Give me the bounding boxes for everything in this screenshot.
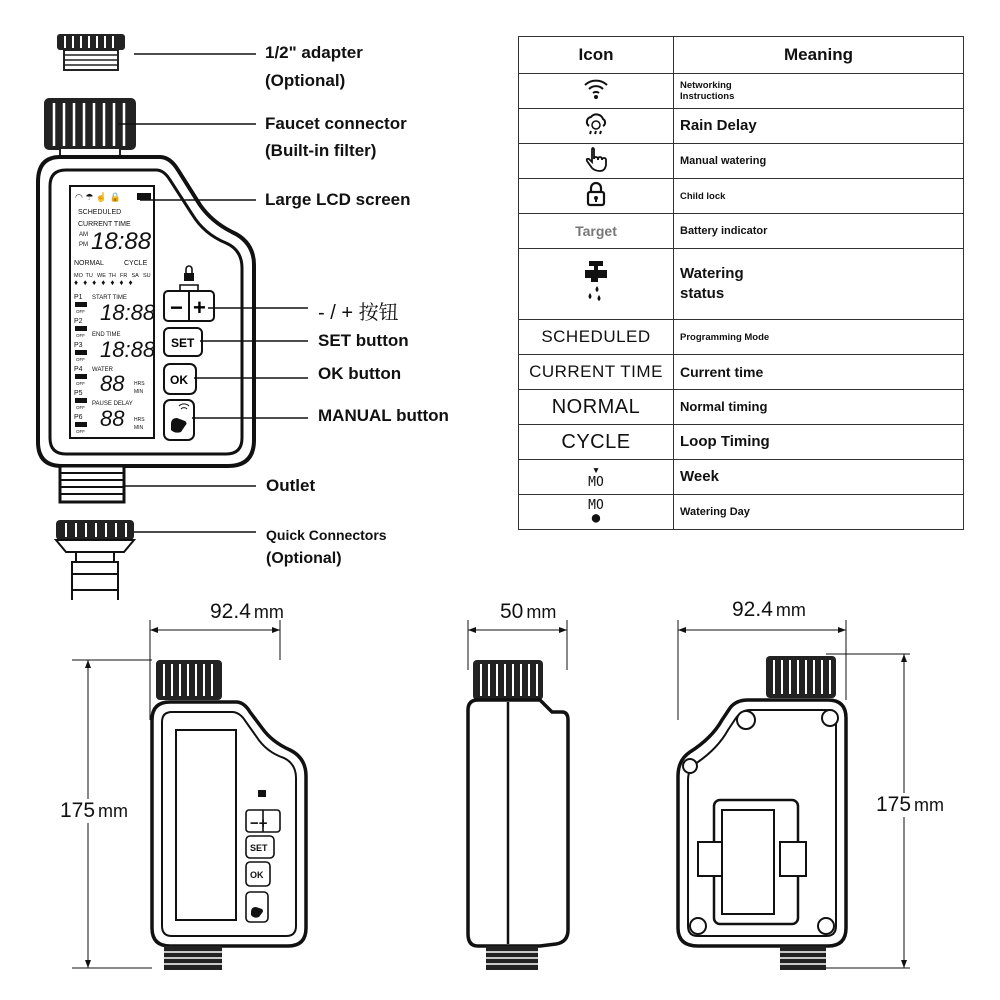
- front-view-set-label: SET: [250, 843, 268, 853]
- back-width-unit: mm: [775, 600, 806, 620]
- rain-delay-icon: [583, 112, 609, 136]
- legend-meaning-cell: [674, 179, 964, 214]
- callout-set: SET button: [318, 331, 409, 350]
- legend-row: [519, 320, 964, 355]
- callout-quick: [266, 523, 387, 571]
- callout-quick-line1: Quick Connectors: [266, 527, 387, 543]
- legend-row: [519, 144, 964, 179]
- legend-header-icon: Icon: [519, 37, 674, 74]
- side-width-dimension: [500, 600, 556, 624]
- faucet-icon: [581, 259, 611, 305]
- icon-legend-table: [518, 36, 964, 530]
- lcd-pm: PM: [79, 242, 88, 248]
- dimension-views-diagram: [0, 590, 1000, 1000]
- lcd-on-marker: [75, 422, 87, 427]
- svg-text:−+: −+: [250, 815, 268, 832]
- callout-outlet: Outlet: [266, 476, 316, 495]
- legend-meaning-line: Current time: [680, 364, 764, 380]
- callout-faucet: [265, 110, 407, 164]
- quick-connector-part: [56, 520, 134, 600]
- lcd-on-marker: [75, 326, 87, 331]
- lcd-water-digits: 88: [100, 371, 125, 396]
- front-height-dimension: [58, 799, 130, 823]
- lcd-start-time: START TIME: [92, 295, 127, 301]
- front-view: [152, 660, 306, 970]
- back-height-unit: mm: [914, 795, 945, 815]
- device-front-diagram: [0, 0, 500, 600]
- callout-quick-line2: (Optional): [266, 550, 342, 567]
- back-height-value: 175: [876, 793, 912, 816]
- set-button-label: SET: [171, 336, 195, 350]
- lcd-off-label: OFF: [76, 381, 85, 386]
- side-width-unit: mm: [526, 602, 557, 622]
- back-width-value: 92.4: [732, 598, 773, 621]
- lcd-min-1: MIN: [134, 389, 144, 395]
- lcd-day-label: WE: [97, 273, 106, 279]
- lcd-program-label: P4: [74, 366, 83, 373]
- lcd-normal: NORMAL: [74, 260, 104, 267]
- legend-meaning-line: status: [680, 285, 725, 302]
- legend-meaning-cell: [674, 214, 964, 249]
- hand-icon: [583, 146, 609, 172]
- lcd-off-label: OFF: [76, 309, 85, 314]
- svg-text:◠ ☂ ☝ 🔒: ◠ ☂ ☝ 🔒: [75, 192, 121, 202]
- ok-button-label: OK: [170, 373, 188, 387]
- legend-meaning-cell: [674, 74, 964, 109]
- lcd-program-label: P1: [74, 294, 83, 301]
- legend-meaning-cell: [674, 355, 964, 390]
- lcd-clock: 18:88: [91, 228, 152, 255]
- watering-day-mo-text: MO: [588, 498, 604, 513]
- legend-meaning-line: Networking: [680, 80, 732, 91]
- legend-meaning-cell: [674, 109, 964, 144]
- back-width-dimension: [732, 598, 806, 622]
- callout-plus-minus: - / + 按钮: [318, 302, 399, 324]
- week-marker-icon: ▾: [592, 463, 600, 478]
- lcd-off-label: OFF: [76, 405, 85, 410]
- wifi-icon: [583, 77, 609, 101]
- callout-lcd: Large LCD screen: [265, 190, 411, 209]
- lcd-cycle: CYCLE: [124, 260, 148, 267]
- lcd-end-clock: 18:88: [100, 337, 156, 362]
- legend-row: [519, 74, 964, 109]
- lcd-water: WATER: [92, 367, 113, 373]
- plus-label: +: [193, 295, 206, 320]
- legend-icon-cell: [519, 74, 674, 109]
- lcd-off-label: OFF: [76, 333, 85, 338]
- legend-row: [519, 249, 964, 320]
- lcd-day-label: TH: [108, 273, 116, 279]
- legend-row: [519, 109, 964, 144]
- lcd-hrs-2: HRS: [134, 417, 145, 423]
- legend-meaning-line: Week: [680, 468, 719, 485]
- back-height-dimension: [874, 793, 946, 817]
- front-height-unit: mm: [98, 801, 129, 821]
- lcd-program-label: P6: [74, 414, 83, 421]
- lcd-hrs-1: HRS: [134, 381, 145, 387]
- legend-icon-cell: [519, 249, 674, 320]
- legend-meaning-cell: [674, 144, 964, 179]
- lcd-current-time: CURRENT TIME: [78, 221, 131, 228]
- lcd-off-label: OFF: [76, 357, 85, 362]
- outlet-part: [60, 466, 124, 502]
- legend-row: [519, 495, 964, 530]
- legend-row: [519, 460, 964, 495]
- faucet-connector-part: [44, 98, 136, 158]
- front-width-unit: mm: [253, 602, 284, 622]
- lcd-on-marker: [75, 374, 87, 379]
- legend-meaning-line: Manual watering: [680, 155, 767, 167]
- back-view: [678, 656, 846, 970]
- callout-faucet-line1: Faucet connector: [265, 114, 407, 133]
- scheduled-text: SCHEDULED: [519, 320, 674, 355]
- legend-row: [519, 214, 964, 249]
- legend-row: [519, 355, 964, 390]
- lock-icon: [585, 181, 607, 207]
- lcd-start-clock: 18:88: [100, 300, 156, 325]
- legend-meaning-line: Battery indicator: [680, 225, 768, 237]
- legend-meaning-line: Programming Mode: [680, 331, 770, 343]
- lcd-min-2: MIN: [134, 425, 144, 431]
- lcd-day-label: TU: [85, 273, 93, 279]
- water-drop-icon: ●: [591, 510, 601, 526]
- minus-label: −: [170, 295, 183, 320]
- legend-meaning-line: Child lock: [680, 190, 726, 202]
- lcd-scheduled: SCHEDULED: [78, 209, 122, 216]
- lcd-program-label: P3: [74, 342, 83, 349]
- lcd-pause-digits: 88: [100, 406, 125, 431]
- lcd-on-marker: [75, 398, 87, 403]
- callout-adapter: [265, 39, 363, 95]
- front-width-dimension: [210, 600, 284, 624]
- lcd-on-marker: [75, 302, 87, 307]
- legend-meaning-line: Rain Delay: [680, 117, 757, 134]
- legend-icon-cell: [519, 460, 674, 495]
- side-width-value: 50: [500, 600, 524, 623]
- legend-meaning-line: Normal timing: [680, 399, 768, 414]
- lcd-day-label: SU: [143, 273, 151, 279]
- callout-adapter-line2: (Optional): [265, 71, 346, 90]
- legend-row: [519, 179, 964, 214]
- legend-row: [519, 425, 964, 460]
- lcd-pause-delay: PAUSE DELAY: [92, 401, 133, 407]
- normal-text: NORMAL: [519, 390, 674, 425]
- lcd-day-label: SA: [131, 273, 139, 279]
- legend-icon-cell: [519, 179, 674, 214]
- lcd-end-time: END TIME: [92, 332, 121, 338]
- cycle-text: CYCLE: [519, 425, 674, 460]
- svg-text:♦♦♦♦♦♦♦: ♦♦♦♦♦♦♦: [74, 278, 138, 287]
- callout-faucet-line2: (Built-in filter): [265, 141, 377, 160]
- legend-meaning-line: Instructions: [680, 91, 735, 102]
- legend-meaning-cell: [674, 425, 964, 460]
- legend-meaning-cell: [674, 460, 964, 495]
- legend-meaning-cell: [674, 390, 964, 425]
- lcd-off-label: OFF: [76, 429, 85, 434]
- legend-meaning-line: Loop Timing: [680, 433, 770, 450]
- battery-indicator-text: Target: [519, 214, 674, 249]
- legend-row: [519, 390, 964, 425]
- lcd-am: AM: [79, 232, 88, 238]
- lcd-program-label: P5: [74, 390, 83, 397]
- lcd-program-label: P2: [74, 318, 83, 325]
- legend-meaning-cell: [674, 320, 964, 355]
- legend-meaning-line: Watering: [680, 265, 744, 282]
- legend-meaning-cell: [674, 495, 964, 530]
- legend-meaning-cell: [674, 249, 964, 320]
- side-view: [468, 660, 568, 970]
- front-width-value: 92.4: [210, 600, 251, 623]
- legend-icon-cell: [519, 495, 674, 530]
- callout-manual: MANUAL button: [318, 406, 449, 425]
- adapter-part: [57, 34, 125, 70]
- legend-meaning-line: Watering Day: [680, 506, 750, 518]
- legend-header-meaning: Meaning: [674, 37, 964, 74]
- legend-icon-cell: [519, 144, 674, 179]
- front-height-value: 175: [60, 799, 96, 822]
- week-mo-text: MO: [588, 475, 604, 490]
- lcd-day-label: MO: [74, 273, 83, 279]
- legend-icon-cell: [519, 109, 674, 144]
- callout-adapter-line1: 1/2" adapter: [265, 43, 363, 62]
- callout-ok: OK button: [318, 364, 402, 383]
- current-time-text: CURRENT TIME: [519, 355, 674, 390]
- lcd-on-marker: [75, 350, 87, 355]
- legend-header-row: [519, 37, 964, 74]
- front-view-ok-label: OK: [250, 870, 264, 880]
- lcd-day-label: FR: [120, 273, 128, 279]
